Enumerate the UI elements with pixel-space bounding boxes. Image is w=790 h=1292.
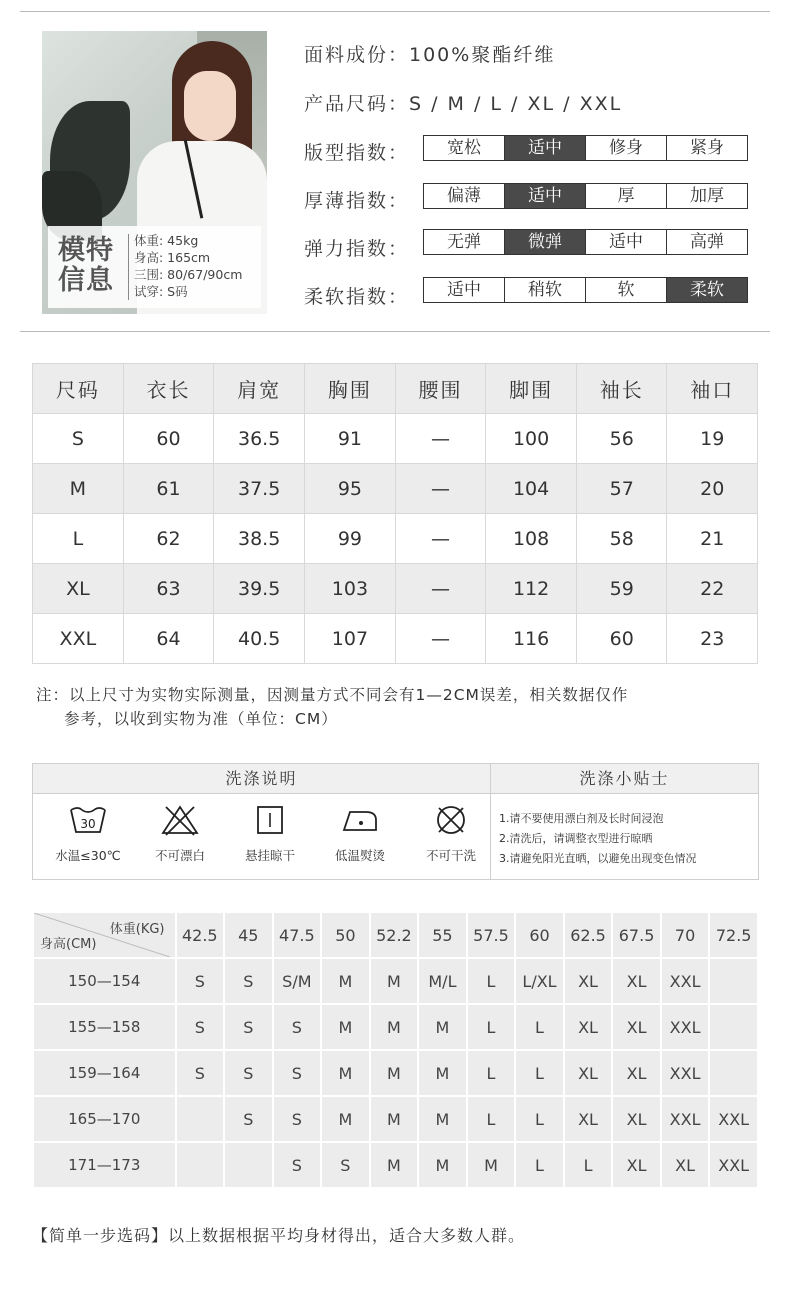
rec-cell: S [176, 1050, 225, 1096]
header-cell: 尺码 [33, 364, 124, 414]
wash-tip: 1.请不要使用漂白剂及长时间浸泡 [499, 812, 664, 825]
table-cell: 107 [305, 614, 396, 664]
rec-cell: XL [612, 1142, 661, 1188]
weight-header: 72.5 [709, 912, 758, 958]
height-axis-label: 身高(CM) [40, 937, 97, 952]
rec-cell: XL [612, 1050, 661, 1096]
table-cell: — [395, 514, 485, 564]
header-cell: 袖长 [576, 364, 667, 414]
table-cell: 58 [576, 514, 667, 564]
rec-cell: XXL [661, 1096, 710, 1142]
header-cell: 胸围 [305, 364, 396, 414]
header-cell: 肩宽 [214, 364, 305, 414]
height-range: 165—170 [33, 1096, 176, 1142]
table-cell: 21 [667, 514, 758, 564]
table-cell: 63 [123, 564, 214, 614]
model-size: 试穿: S码 [134, 284, 188, 299]
size-table-header [33, 364, 758, 414]
wash-tips-title: 洗涤小贴士 [491, 764, 758, 794]
rec-cell: XL [612, 958, 661, 1004]
weight-header: 45 [224, 912, 273, 958]
wash-tip: 2.清洗后，请调整衣型进行晾晒 [499, 832, 653, 845]
wash-item-label: 不可干洗 [425, 848, 476, 863]
weight-header: 57.5 [467, 912, 516, 958]
rec-cell: XXL [661, 958, 710, 1004]
rec-cell: L [564, 1142, 613, 1188]
rec-cell: L/XL [515, 958, 564, 1004]
weight-header: 67.5 [612, 912, 661, 958]
table-cell: 100 [486, 414, 577, 464]
hang-dry-icon [250, 804, 290, 836]
wash-30-icon [68, 804, 108, 836]
softness-index-scale [423, 277, 748, 303]
fit-option: 修身 [585, 136, 666, 160]
wash-item-label: 不可漂白 [154, 848, 205, 863]
rec-cell: XL [564, 1096, 613, 1142]
model-height: 身高: 165cm [134, 250, 211, 265]
rec-corner-cell [33, 912, 176, 958]
rec-cell: M [418, 1142, 467, 1188]
rec-cell: XL [564, 958, 613, 1004]
rec-cell: L [515, 1096, 564, 1142]
height-range: 171—173 [33, 1142, 176, 1188]
elasticity-option: 高弹 [666, 230, 747, 254]
rec-cell: XXL [661, 1004, 710, 1050]
table-cell: 59 [576, 564, 667, 614]
elasticity-option: 无弹 [447, 232, 481, 252]
model-measurements: 三围: 80/67/90cm [134, 267, 243, 282]
weight-header: 62.5 [564, 912, 613, 958]
table-cell: 23 [667, 614, 758, 664]
rec-cell: S [224, 958, 273, 1004]
rec-cell: M [370, 1050, 419, 1096]
rec-cell: M [370, 958, 419, 1004]
weight-axis-label: 体重(KG) [109, 922, 165, 937]
header-cell: 腰围 [395, 364, 485, 414]
footer-note: 【简单一步选码】以上数据根据平均身材得出，适合大多数人群。 [32, 1226, 526, 1245]
table-cell: 108 [486, 514, 577, 564]
table-cell: 62 [123, 514, 214, 564]
table-cell: 64 [123, 614, 214, 664]
rec-cell: XL [564, 1004, 613, 1050]
table-row [33, 464, 758, 514]
fabric-composition: 面料成份：100%聚酯纤维 [304, 44, 556, 66]
fit-option: 紧身 [666, 136, 747, 160]
no-dry-clean-icon [431, 804, 471, 836]
rec-cell: L [467, 958, 516, 1004]
table-cell: 104 [486, 464, 577, 514]
wash-item [225, 804, 315, 864]
height-range: 155—158 [33, 1004, 176, 1050]
fit-option: 适中 [504, 136, 585, 160]
softness-option: 软 [585, 278, 666, 302]
elasticity-option: 适中 [585, 230, 666, 254]
table-cell: S [33, 414, 124, 464]
header-cell: 衣长 [123, 364, 214, 414]
table-row [33, 614, 758, 664]
wash-item-label: 低温熨烫 [334, 848, 385, 863]
rec-header-row [33, 912, 758, 958]
thickness-option: 偏薄 [447, 186, 481, 206]
rec-cell: L [467, 1050, 516, 1096]
table-cell: — [395, 564, 485, 614]
size-table [32, 363, 758, 664]
wash-item-label: 水温≤30℃ [55, 848, 121, 863]
product-sizes: 产品尺码：S / M / L / XL / XXL [304, 93, 623, 115]
wash-item-label: 悬挂晾干 [244, 848, 295, 863]
height-range: 150—154 [33, 958, 176, 1004]
table-cell: — [395, 464, 485, 514]
weight-header: 70 [661, 912, 710, 958]
wash-item [315, 804, 405, 864]
height-range: 159—164 [33, 1050, 176, 1096]
rec-cell: XL [661, 1142, 710, 1188]
table-cell: M [33, 464, 124, 514]
header-cell: 脚围 [486, 364, 577, 414]
rec-cell [709, 1050, 758, 1096]
rec-cell: S [224, 1050, 273, 1096]
wash-tips-list [499, 809, 697, 869]
model-photo [42, 31, 267, 314]
wash-title: 洗涤说明 [33, 764, 491, 794]
measurement-note-line1: 注：以上尺寸为实物实际测量，因测量方式不同会有1—2CM误差，相关数据仅作 [36, 686, 629, 704]
top-divider [20, 11, 770, 12]
rec-cell: S [273, 1096, 322, 1142]
rec-cell: S/M [273, 958, 322, 1004]
weight-header: 42.5 [176, 912, 225, 958]
table-cell: 95 [305, 464, 396, 514]
rec-cell: S [321, 1142, 370, 1188]
rec-row [33, 1142, 758, 1188]
wash-item [135, 804, 225, 864]
rec-cell: M [467, 1142, 516, 1188]
table-cell: 61 [123, 464, 214, 514]
elasticity-index-label: 弹力指数： [304, 238, 410, 260]
rec-cell: XXL [709, 1142, 758, 1188]
rec-cell: S [176, 1004, 225, 1050]
rec-cell: S [273, 1004, 322, 1050]
low-iron-icon [340, 804, 380, 836]
no-bleach-icon [160, 804, 200, 836]
elasticity-option: 微弹 [504, 230, 585, 254]
wash-tip: 3.请避免阳光直晒，以避免出现变色情况 [499, 852, 697, 865]
wash-section [32, 763, 759, 880]
fit-option: 宽松 [447, 138, 481, 158]
table-cell: XL [33, 564, 124, 614]
rec-cell: M [370, 1096, 419, 1142]
table-cell: 22 [667, 564, 758, 614]
weight-header: 47.5 [273, 912, 322, 958]
rec-cell: XL [612, 1096, 661, 1142]
table-cell: 60 [576, 614, 667, 664]
fit-index-scale [423, 135, 748, 161]
rec-cell [224, 1142, 273, 1188]
rec-cell: M [370, 1142, 419, 1188]
table-row [33, 414, 758, 464]
table-cell: 37.5 [214, 464, 305, 514]
rec-cell: XXL [661, 1050, 710, 1096]
rec-row [33, 1096, 758, 1142]
rec-cell [176, 1142, 225, 1188]
table-cell: L [33, 514, 124, 564]
rec-cell: M [321, 1096, 370, 1142]
thickness-index-label: 厚薄指数： [304, 190, 410, 212]
thickness-index-scale [423, 183, 748, 209]
rec-cell: L [515, 1004, 564, 1050]
table-cell: 103 [305, 564, 396, 614]
rec-cell [709, 1004, 758, 1050]
rec-cell: M [321, 958, 370, 1004]
rec-cell: L [467, 1004, 516, 1050]
rec-cell [709, 958, 758, 1004]
rec-row [33, 1004, 758, 1050]
table-cell: 39.5 [214, 564, 305, 614]
weight-header: 60 [515, 912, 564, 958]
rec-row [33, 958, 758, 1004]
rec-cell: S [176, 958, 225, 1004]
rec-row [33, 1050, 758, 1096]
rec-cell: S [273, 1142, 322, 1188]
table-cell: 20 [667, 464, 758, 514]
model-info-box [48, 226, 261, 308]
rec-cell: S [224, 1096, 273, 1142]
softness-index-label: 柔软指数： [304, 286, 410, 308]
table-cell: 38.5 [214, 514, 305, 564]
rec-cell: S [273, 1050, 322, 1096]
rec-cell: XXL [709, 1096, 758, 1142]
rec-cell: M [418, 1050, 467, 1096]
rec-cell: M [418, 1096, 467, 1142]
table-cell: 99 [305, 514, 396, 564]
table-cell: 112 [486, 564, 577, 614]
table-cell: 57 [576, 464, 667, 514]
table-cell: 40.5 [214, 614, 305, 664]
table-cell: 56 [576, 414, 667, 464]
thickness-option: 加厚 [666, 184, 747, 208]
fit-index-label: 版型指数： [304, 142, 410, 164]
model-weight: 体重: 45kg [134, 233, 199, 248]
section-divider [20, 331, 770, 332]
table-cell: XXL [33, 614, 124, 664]
table-cell: 116 [486, 614, 577, 664]
rec-cell: XL [564, 1050, 613, 1096]
model-info-title: 模特信息 [58, 235, 114, 296]
thickness-option: 厚 [585, 184, 666, 208]
rec-cell: S [224, 1004, 273, 1050]
table-row [33, 514, 758, 564]
wash-temp-badge: 30 [80, 817, 96, 831]
table-cell: 91 [305, 414, 396, 464]
model-info-list [134, 232, 242, 300]
size-recommendation-table [32, 911, 759, 1189]
wash-item [43, 804, 133, 864]
thickness-option: 适中 [504, 184, 585, 208]
weight-header: 50 [321, 912, 370, 958]
rec-cell: M [418, 1004, 467, 1050]
weight-header: 52.2 [370, 912, 419, 958]
softness-option: 稍软 [504, 278, 585, 302]
rec-cell: M/L [418, 958, 467, 1004]
rec-cell: L [515, 1142, 564, 1188]
weight-header: 55 [418, 912, 467, 958]
table-cell: — [395, 414, 485, 464]
rec-cell [176, 1096, 225, 1142]
table-cell: — [395, 614, 485, 664]
rec-cell: M [370, 1004, 419, 1050]
softness-option: 适中 [447, 280, 481, 300]
header-cell: 袖口 [667, 364, 758, 414]
rec-cell: M [321, 1004, 370, 1050]
elasticity-index-scale [423, 229, 748, 255]
measurement-note-line2: 参考，以收到实物为准（单位：CM） [64, 710, 338, 728]
rec-cell: M [321, 1050, 370, 1096]
table-cell: 60 [123, 414, 214, 464]
table-cell: 19 [667, 414, 758, 464]
softness-option: 柔软 [666, 278, 747, 302]
table-row [33, 564, 758, 614]
wash-item [406, 804, 496, 864]
rec-cell: XL [612, 1004, 661, 1050]
table-cell: 36.5 [214, 414, 305, 464]
rec-cell: L [467, 1096, 516, 1142]
rec-cell: L [515, 1050, 564, 1096]
